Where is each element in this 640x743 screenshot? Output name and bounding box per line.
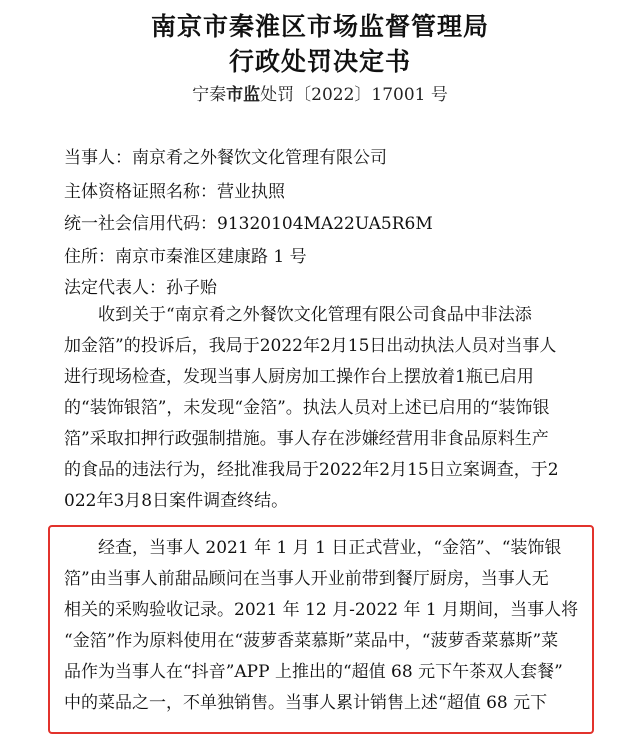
- party-name: 当事人：南京肴之外餐饮文化管理有限公司: [64, 148, 387, 168]
- paragraph-line: 品作为当事人在“抖音”APP 上推出的“超值 68 元下午茶双人套餐”: [64, 662, 563, 682]
- paragraph-line: 中的菜品之一，不单独销售。当事人累计销售上述“超值 68 元下: [64, 693, 548, 713]
- party-credit-code: 统一社会信用代码：91320104MA22UA5R6M: [64, 214, 433, 234]
- paragraph-line: 箔”采取扣押行政强制措施。事人存在涉嫌经营用非食品原料生产: [64, 429, 549, 449]
- paragraph-line: 的食品的违法行为，经批准我局于2022年2月15日立案调查，于2: [64, 460, 559, 480]
- paragraph-line: 相关的采购验收记录。2021 年 12 月-2022 年 1 月期间，当事人将: [64, 600, 579, 620]
- document-title-agency: 南京市秦淮区市场监督管理局: [150, 12, 489, 41]
- document-number: [0, 80, 640, 105]
- paragraph-line: 进行现场检查，发现当事人厨房加工操作台上摆放着1瓶已启用: [64, 367, 534, 387]
- document-title-type: 行政处罚决定书: [228, 47, 411, 76]
- paragraph-line: 箔”由当事人前甜品顾问在当事人开业前带到餐厅厨房，当事人无: [64, 569, 549, 589]
- paragraph-line: 022年3月8日案件调查终结。: [64, 491, 289, 511]
- complaint-paragraph: [64, 300, 584, 517]
- party-legal-representative: 法定代表人：孙子贻: [64, 278, 217, 298]
- paragraph-line: 收到关于“南京肴之外餐饮文化管理有限公司食品中非法添: [64, 305, 532, 325]
- document-number-strong: 市监: [226, 85, 261, 105]
- party-address: 住所：南京市秦淮区建康路 1 号: [64, 247, 307, 267]
- paragraph-line: 加金箔”的投诉后，我局于2022年2月15日出动执法人员对当事人: [64, 336, 557, 356]
- document-number-prefix: 宁秦: [192, 85, 227, 105]
- paragraph-line: “金箔”作为原料使用在“菠萝香菜慕斯”菜品中，“菠萝香菜慕斯”菜: [64, 631, 559, 651]
- paragraph-line: 的“装饰银箔”，未发现“金箔”。执法人员对上述已启用的“装饰银: [64, 398, 550, 418]
- findings-paragraph: [64, 533, 584, 719]
- document-number-suffix: 处罚〔2022〕17001 号: [260, 85, 448, 105]
- paragraph-line: 经查，当事人 2021 年 1 月 1 日正式营业，“金箔”、“装饰银: [64, 538, 562, 558]
- party-license-type: 主体资格证照名称：营业执照: [64, 182, 285, 202]
